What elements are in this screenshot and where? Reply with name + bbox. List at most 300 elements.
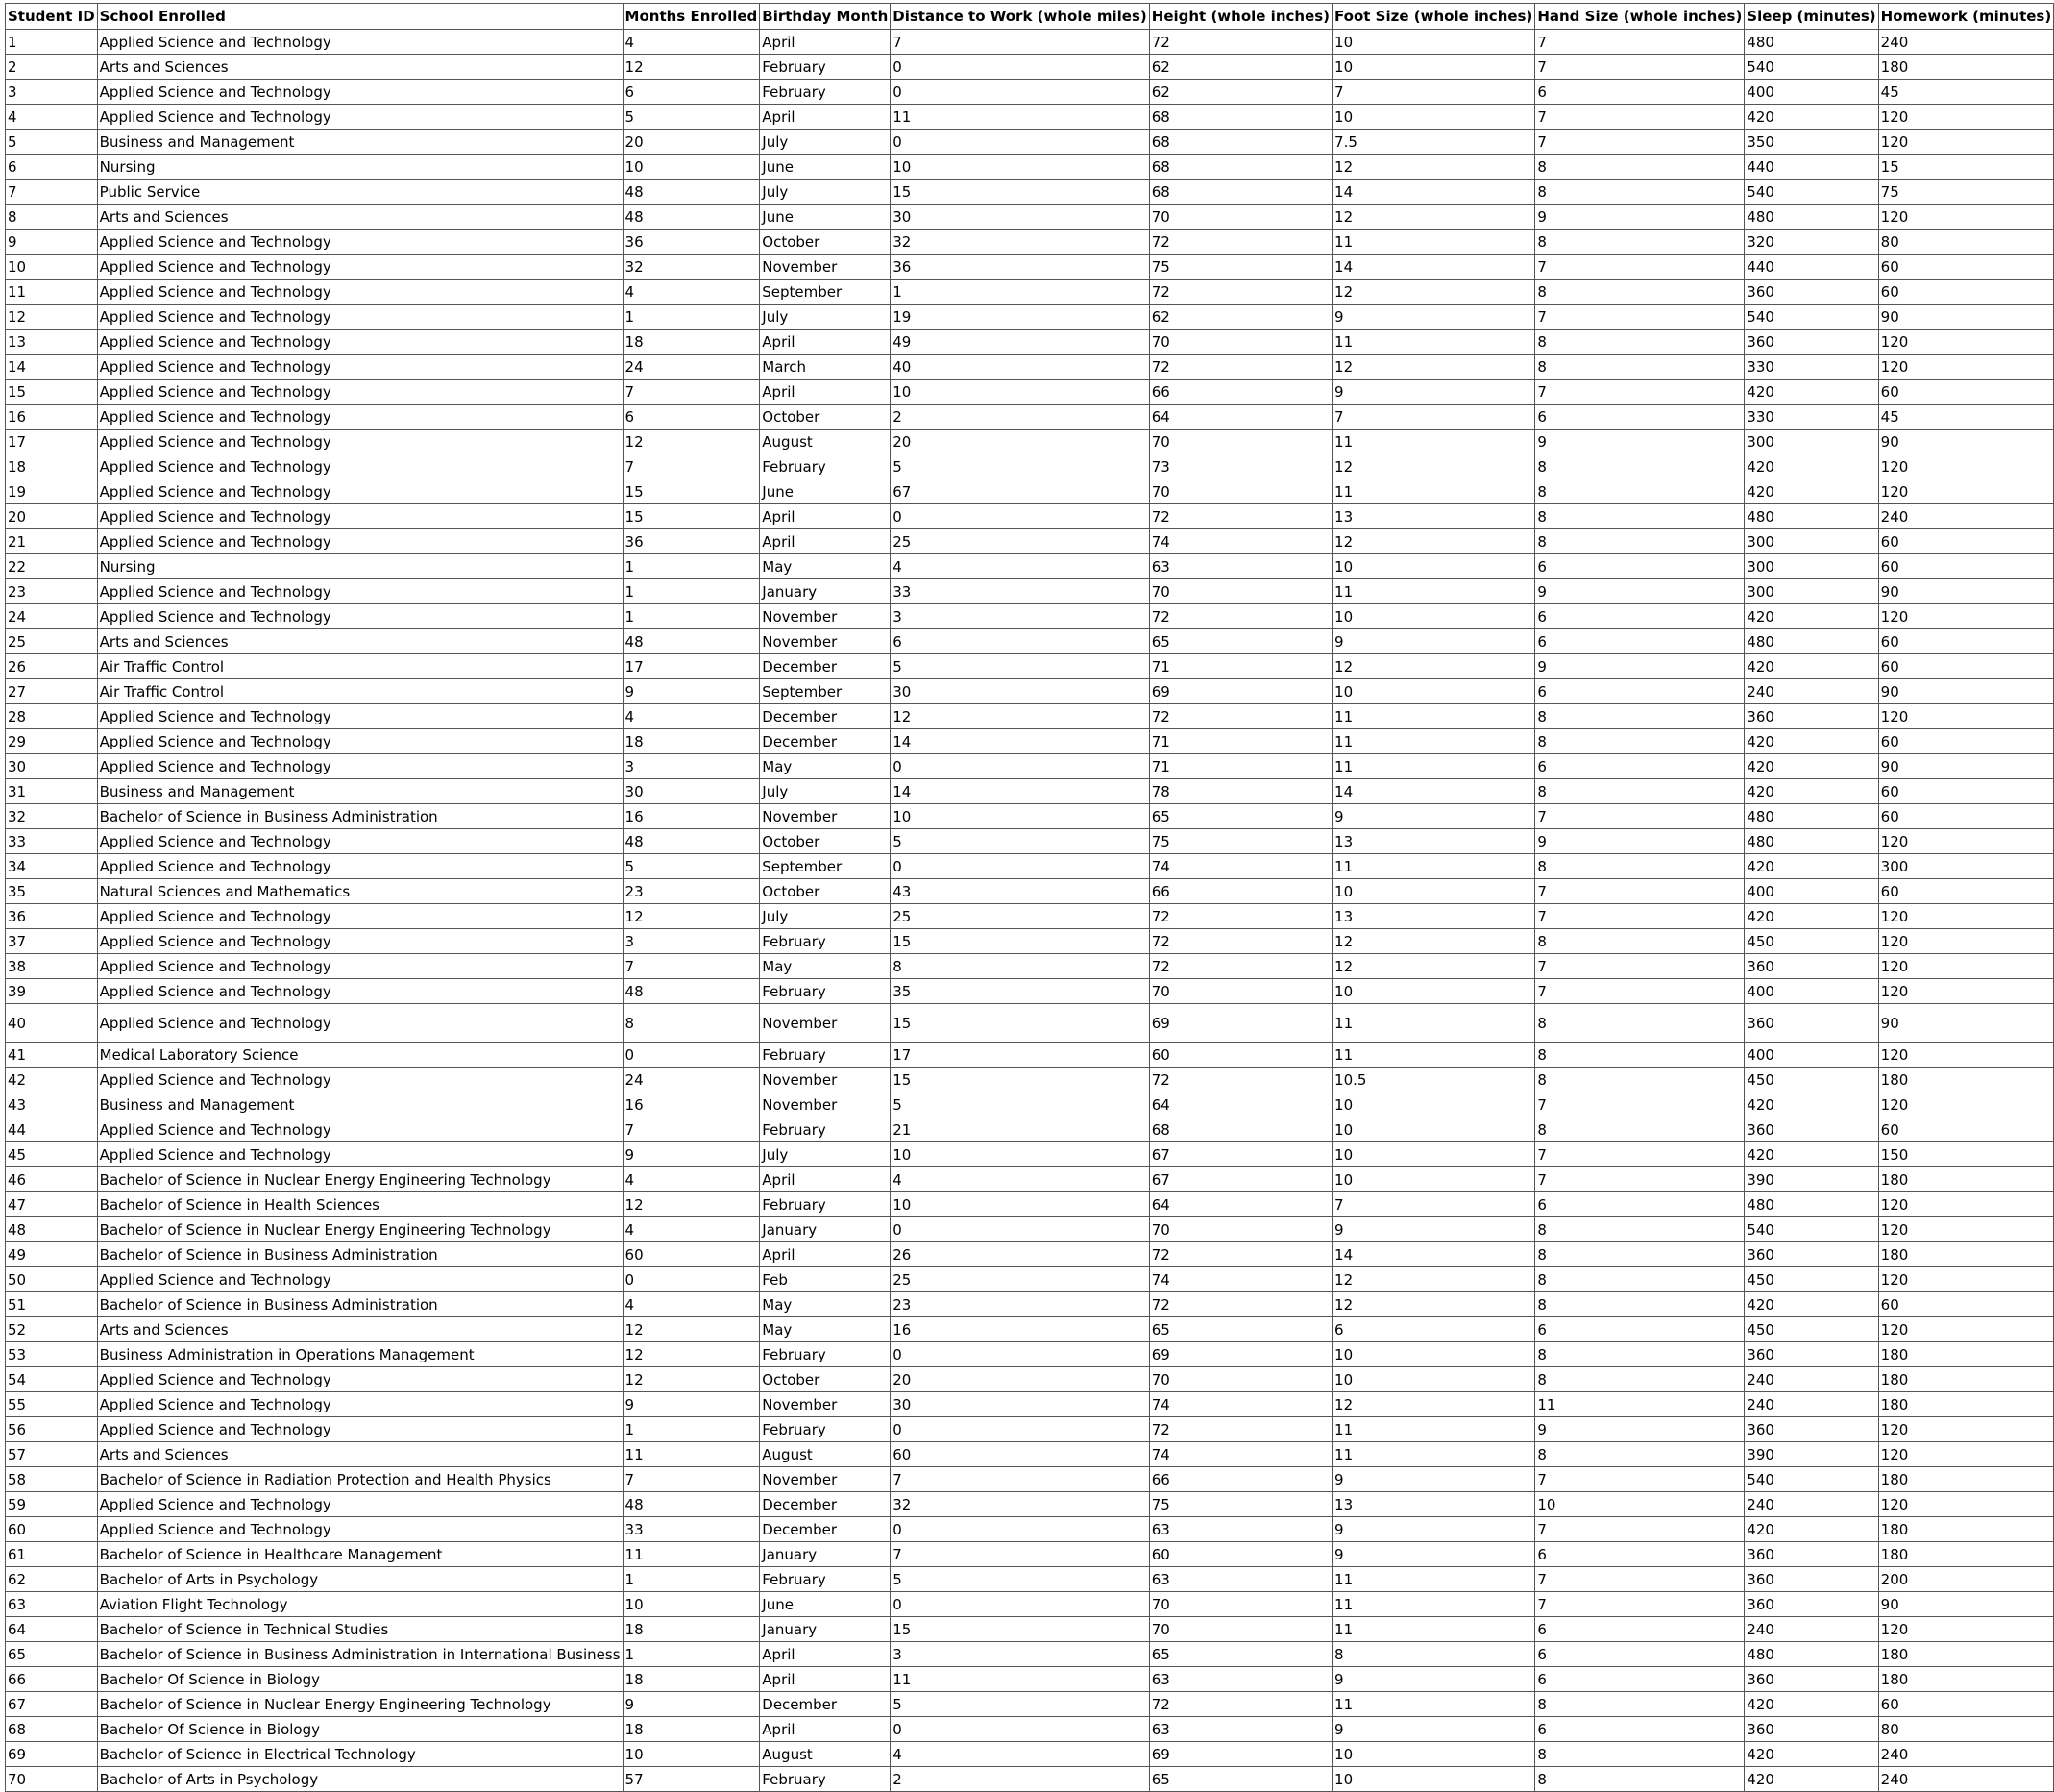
- cell-school-enrolled: Bachelor of Science in Technical Studies: [97, 1617, 623, 1642]
- table-row: [6, 1392, 2054, 1417]
- cell-birthday-month: October: [760, 829, 891, 854]
- cell-sleep: 360: [1745, 1117, 1878, 1142]
- cell-distance-to-work: 5: [891, 1567, 1150, 1592]
- cell-foot-size: 12: [1333, 929, 1535, 954]
- cell-months-enrolled: 4: [623, 1167, 760, 1192]
- cell-foot-size: 9: [1333, 380, 1535, 405]
- cell-school-enrolled: Applied Science and Technology: [97, 330, 623, 355]
- cell-school-enrolled: Applied Science and Technology: [97, 430, 623, 454]
- table-row: [6, 1217, 2054, 1242]
- cell-school-enrolled: Business and Management: [97, 130, 623, 155]
- cell-sleep: 360: [1745, 330, 1878, 355]
- cell-foot-size: 11: [1333, 1567, 1535, 1592]
- cell-months-enrolled: 24: [623, 355, 760, 380]
- cell-hand-size: 8: [1535, 854, 1745, 879]
- cell-school-enrolled: Bachelor of Science in Business Administration: [97, 1292, 623, 1317]
- cell-student-id: 19: [6, 479, 98, 504]
- cell-birthday-month: August: [760, 1442, 891, 1467]
- cell-sleep: 360: [1745, 704, 1878, 729]
- cell-sleep: 360: [1745, 1542, 1878, 1567]
- cell-birthday-month: February: [760, 1417, 891, 1442]
- table-row: [6, 380, 2054, 405]
- cell-months-enrolled: 1: [623, 1417, 760, 1442]
- cell-foot-size: 11: [1333, 1004, 1535, 1043]
- cell-birthday-month: April: [760, 330, 891, 355]
- cell-months-enrolled: 7: [623, 454, 760, 479]
- cell-months-enrolled: 12: [623, 1192, 760, 1217]
- cell-distance-to-work: 3: [891, 604, 1150, 629]
- header-row: [6, 4, 2054, 30]
- cell-student-id: 53: [6, 1342, 98, 1367]
- cell-birthday-month: June: [760, 479, 891, 504]
- cell-distance-to-work: 25: [891, 1267, 1150, 1292]
- cell-birthday-month: June: [760, 205, 891, 230]
- cell-student-id: 56: [6, 1417, 98, 1442]
- cell-birthday-month: September: [760, 280, 891, 305]
- table-row: [6, 1004, 2054, 1043]
- cell-foot-size: 12: [1333, 1267, 1535, 1292]
- column-header-distance-to-work: Distance to Work (whole miles): [891, 4, 1150, 30]
- cell-months-enrolled: 0: [623, 1267, 760, 1292]
- cell-birthday-month: July: [760, 130, 891, 155]
- cell-height: 67: [1149, 1167, 1332, 1192]
- cell-sleep: 540: [1745, 55, 1878, 80]
- cell-homework: 120: [1878, 330, 2054, 355]
- cell-birthday-month: February: [760, 80, 891, 105]
- cell-hand-size: 7: [1535, 55, 1745, 80]
- column-header-months-enrolled: Months Enrolled: [623, 4, 760, 30]
- cell-school-enrolled: Applied Science and Technology: [97, 105, 623, 130]
- cell-months-enrolled: 15: [623, 504, 760, 529]
- cell-hand-size: 8: [1535, 155, 1745, 180]
- cell-birthday-month: December: [760, 729, 891, 754]
- cell-birthday-month: February: [760, 1342, 891, 1367]
- cell-sleep: 420: [1745, 479, 1878, 504]
- cell-school-enrolled: Bachelor of Arts in Psychology: [97, 1567, 623, 1592]
- cell-homework: 120: [1878, 454, 2054, 479]
- cell-sleep: 450: [1745, 929, 1878, 954]
- cell-homework: 180: [1878, 1342, 2054, 1367]
- table-row: [6, 1667, 2054, 1692]
- cell-school-enrolled: Bachelor of Science in Nuclear Energy Engineering Technology: [97, 1217, 623, 1242]
- cell-sleep: 360: [1745, 1242, 1878, 1267]
- cell-school-enrolled: Aviation Flight Technology: [97, 1592, 623, 1617]
- cell-homework: 60: [1878, 1292, 2054, 1317]
- cell-height: 62: [1149, 305, 1332, 330]
- column-header-birthday-month: Birthday Month: [760, 4, 891, 30]
- table-row: [6, 1442, 2054, 1467]
- cell-hand-size: 8: [1535, 704, 1745, 729]
- cell-foot-size: 6: [1333, 1317, 1535, 1342]
- cell-school-enrolled: Applied Science and Technology: [97, 979, 623, 1004]
- cell-homework: 120: [1878, 1492, 2054, 1517]
- cell-school-enrolled: Applied Science and Technology: [97, 454, 623, 479]
- cell-height: 64: [1149, 1092, 1332, 1117]
- table-row: [6, 1417, 2054, 1442]
- cell-school-enrolled: Bachelor of Science in Health Sciences: [97, 1192, 623, 1217]
- table-row: [6, 1542, 2054, 1567]
- cell-hand-size: 11: [1535, 1392, 1745, 1417]
- cell-hand-size: 8: [1535, 929, 1745, 954]
- cell-homework: 120: [1878, 479, 2054, 504]
- cell-school-enrolled: Applied Science and Technology: [97, 504, 623, 529]
- cell-hand-size: 7: [1535, 1142, 1745, 1167]
- cell-student-id: 8: [6, 205, 98, 230]
- cell-student-id: 40: [6, 1004, 98, 1043]
- cell-months-enrolled: 18: [623, 729, 760, 754]
- cell-height: 71: [1149, 654, 1332, 679]
- cell-sleep: 400: [1745, 979, 1878, 1004]
- cell-months-enrolled: 48: [623, 629, 760, 654]
- cell-sleep: 420: [1745, 380, 1878, 405]
- cell-birthday-month: February: [760, 1767, 891, 1792]
- cell-height: 67: [1149, 1142, 1332, 1167]
- cell-school-enrolled: Applied Science and Technology: [97, 604, 623, 629]
- cell-school-enrolled: Applied Science and Technology: [97, 1068, 623, 1092]
- cell-school-enrolled: Air Traffic Control: [97, 679, 623, 704]
- cell-homework: 120: [1878, 1417, 2054, 1442]
- cell-homework: 120: [1878, 105, 2054, 130]
- cell-birthday-month: April: [760, 1642, 891, 1667]
- cell-distance-to-work: 14: [891, 779, 1150, 804]
- cell-homework: 180: [1878, 1392, 2054, 1417]
- cell-height: 69: [1149, 1004, 1332, 1043]
- cell-sleep: 420: [1745, 779, 1878, 804]
- cell-height: 65: [1149, 629, 1332, 654]
- table-row: [6, 1517, 2054, 1542]
- table-row: [6, 1292, 2054, 1317]
- cell-birthday-month: April: [760, 504, 891, 529]
- cell-homework: 60: [1878, 380, 2054, 405]
- cell-distance-to-work: 4: [891, 1742, 1150, 1767]
- cell-student-id: 10: [6, 255, 98, 280]
- cell-hand-size: 6: [1535, 679, 1745, 704]
- cell-foot-size: 9: [1333, 1667, 1535, 1692]
- cell-height: 70: [1149, 1217, 1332, 1242]
- cell-distance-to-work: 5: [891, 1092, 1150, 1117]
- cell-months-enrolled: 15: [623, 479, 760, 504]
- cell-foot-size: 12: [1333, 205, 1535, 230]
- cell-height: 75: [1149, 829, 1332, 854]
- cell-height: 68: [1149, 180, 1332, 205]
- cell-foot-size: 13: [1333, 504, 1535, 529]
- cell-homework: 300: [1878, 854, 2054, 879]
- cell-height: 71: [1149, 754, 1332, 779]
- cell-school-enrolled: Bachelor of Science in Business Administration in International Business: [97, 1642, 623, 1667]
- cell-birthday-month: December: [760, 1692, 891, 1717]
- cell-foot-size: 10: [1333, 1117, 1535, 1142]
- cell-hand-size: 8: [1535, 1692, 1745, 1717]
- cell-student-id: 67: [6, 1692, 98, 1717]
- cell-months-enrolled: 0: [623, 1043, 760, 1068]
- cell-height: 68: [1149, 155, 1332, 180]
- table-row: [6, 1767, 2054, 1792]
- cell-school-enrolled: Medical Laboratory Science: [97, 1043, 623, 1068]
- cell-foot-size: 7.5: [1333, 130, 1535, 155]
- cell-student-id: 36: [6, 904, 98, 929]
- cell-hand-size: 6: [1535, 629, 1745, 654]
- cell-hand-size: 9: [1535, 205, 1745, 230]
- cell-student-id: 16: [6, 405, 98, 430]
- cell-months-enrolled: 4: [623, 704, 760, 729]
- cell-homework: 120: [1878, 1092, 2054, 1117]
- cell-hand-size: 9: [1535, 829, 1745, 854]
- cell-distance-to-work: 35: [891, 979, 1150, 1004]
- cell-months-enrolled: 48: [623, 979, 760, 1004]
- cell-months-enrolled: 7: [623, 1117, 760, 1142]
- cell-height: 63: [1149, 1717, 1332, 1742]
- cell-birthday-month: December: [760, 654, 891, 679]
- cell-sleep: 450: [1745, 1068, 1878, 1092]
- cell-birthday-month: July: [760, 180, 891, 205]
- cell-sleep: 540: [1745, 1467, 1878, 1492]
- cell-distance-to-work: 30: [891, 679, 1150, 704]
- cell-school-enrolled: Applied Science and Technology: [97, 230, 623, 255]
- cell-student-id: 11: [6, 280, 98, 305]
- cell-hand-size: 7: [1535, 804, 1745, 829]
- cell-student-id: 12: [6, 305, 98, 330]
- cell-foot-size: 10: [1333, 604, 1535, 629]
- cell-sleep: 420: [1745, 1742, 1878, 1767]
- cell-distance-to-work: 2: [891, 1767, 1150, 1792]
- cell-school-enrolled: Applied Science and Technology: [97, 579, 623, 604]
- table-row: [6, 105, 2054, 130]
- cell-distance-to-work: 0: [891, 1517, 1150, 1542]
- cell-months-enrolled: 12: [623, 430, 760, 454]
- cell-hand-size: 6: [1535, 1667, 1745, 1692]
- cell-student-id: 42: [6, 1068, 98, 1092]
- cell-distance-to-work: 0: [891, 1217, 1150, 1242]
- cell-distance-to-work: 2: [891, 405, 1150, 430]
- cell-foot-size: 10: [1333, 1092, 1535, 1117]
- cell-foot-size: 11: [1333, 230, 1535, 255]
- cell-distance-to-work: 0: [891, 1417, 1150, 1442]
- cell-months-enrolled: 20: [623, 130, 760, 155]
- cell-height: 70: [1149, 205, 1332, 230]
- cell-school-enrolled: Applied Science and Technology: [97, 754, 623, 779]
- cell-months-enrolled: 4: [623, 30, 760, 55]
- cell-homework: 180: [1878, 1517, 2054, 1542]
- cell-height: 75: [1149, 1492, 1332, 1517]
- cell-distance-to-work: 16: [891, 1317, 1150, 1342]
- cell-homework: 60: [1878, 729, 2054, 754]
- cell-school-enrolled: Bachelor of Science in Electrical Technology: [97, 1742, 623, 1767]
- cell-sleep: 330: [1745, 355, 1878, 380]
- cell-height: 72: [1149, 355, 1332, 380]
- cell-foot-size: 11: [1333, 729, 1535, 754]
- cell-student-id: 25: [6, 629, 98, 654]
- cell-months-enrolled: 10: [623, 1742, 760, 1767]
- cell-homework: 150: [1878, 1142, 2054, 1167]
- cell-height: 66: [1149, 879, 1332, 904]
- cell-months-enrolled: 3: [623, 754, 760, 779]
- cell-hand-size: 6: [1535, 1542, 1745, 1567]
- cell-foot-size: 9: [1333, 629, 1535, 654]
- cell-student-id: 26: [6, 654, 98, 679]
- cell-foot-size: 7: [1333, 405, 1535, 430]
- cell-hand-size: 8: [1535, 1217, 1745, 1242]
- cell-months-enrolled: 48: [623, 1492, 760, 1517]
- table-row: [6, 1742, 2054, 1767]
- cell-months-enrolled: 12: [623, 1342, 760, 1367]
- table-row: [6, 804, 2054, 829]
- cell-school-enrolled: Applied Science and Technology: [97, 1117, 623, 1142]
- cell-student-id: 48: [6, 1217, 98, 1242]
- cell-homework: 90: [1878, 754, 2054, 779]
- cell-birthday-month: August: [760, 430, 891, 454]
- cell-sleep: 540: [1745, 305, 1878, 330]
- column-header-school-enrolled: School Enrolled: [97, 4, 623, 30]
- cell-foot-size: 7: [1333, 1192, 1535, 1217]
- column-header-student-id: Student ID: [6, 4, 98, 30]
- cell-months-enrolled: 32: [623, 255, 760, 280]
- cell-distance-to-work: 3: [891, 1642, 1150, 1667]
- cell-sleep: 440: [1745, 155, 1878, 180]
- cell-homework: 60: [1878, 529, 2054, 554]
- cell-hand-size: 8: [1535, 779, 1745, 804]
- cell-months-enrolled: 6: [623, 405, 760, 430]
- cell-sleep: 440: [1745, 255, 1878, 280]
- cell-homework: 180: [1878, 1167, 2054, 1192]
- cell-sleep: 450: [1745, 1267, 1878, 1292]
- cell-foot-size: 11: [1333, 1592, 1535, 1617]
- cell-distance-to-work: 40: [891, 355, 1150, 380]
- cell-sleep: 300: [1745, 430, 1878, 454]
- table-row: [6, 1043, 2054, 1068]
- cell-homework: 120: [1878, 130, 2054, 155]
- cell-homework: 120: [1878, 604, 2054, 629]
- table-row: [6, 929, 2054, 954]
- cell-height: 72: [1149, 504, 1332, 529]
- table-row: [6, 1692, 2054, 1717]
- student-data-table: [5, 3, 2054, 1792]
- cell-birthday-month: November: [760, 804, 891, 829]
- cell-height: 72: [1149, 1068, 1332, 1092]
- table-row: [6, 1068, 2054, 1092]
- cell-sleep: 360: [1745, 1342, 1878, 1367]
- table-row: [6, 1092, 2054, 1117]
- cell-student-id: 23: [6, 579, 98, 604]
- cell-foot-size: 7: [1333, 80, 1535, 105]
- cell-height: 74: [1149, 854, 1332, 879]
- cell-months-enrolled: 16: [623, 1092, 760, 1117]
- table-row: [6, 654, 2054, 679]
- cell-months-enrolled: 17: [623, 654, 760, 679]
- cell-months-enrolled: 18: [623, 1717, 760, 1742]
- cell-sleep: 360: [1745, 954, 1878, 979]
- cell-homework: 60: [1878, 804, 2054, 829]
- table-row: [6, 1642, 2054, 1667]
- cell-hand-size: 8: [1535, 1442, 1745, 1467]
- cell-homework: 120: [1878, 355, 2054, 380]
- cell-height: 72: [1149, 929, 1332, 954]
- cell-hand-size: 7: [1535, 904, 1745, 929]
- cell-foot-size: 10: [1333, 30, 1535, 55]
- cell-school-enrolled: Air Traffic Control: [97, 654, 623, 679]
- cell-student-id: 27: [6, 679, 98, 704]
- cell-sleep: 420: [1745, 1142, 1878, 1167]
- table-row: [6, 779, 2054, 804]
- cell-school-enrolled: Applied Science and Technology: [97, 1517, 623, 1542]
- cell-homework: 90: [1878, 430, 2054, 454]
- table-row: [6, 479, 2054, 504]
- table-row: [6, 280, 2054, 305]
- cell-homework: 120: [1878, 1043, 2054, 1068]
- cell-months-enrolled: 9: [623, 679, 760, 704]
- cell-homework: 60: [1878, 654, 2054, 679]
- cell-school-enrolled: Applied Science and Technology: [97, 1367, 623, 1392]
- cell-months-enrolled: 12: [623, 1367, 760, 1392]
- cell-homework: 120: [1878, 904, 2054, 929]
- cell-student-id: 33: [6, 829, 98, 854]
- cell-hand-size: 8: [1535, 1004, 1745, 1043]
- cell-birthday-month: November: [760, 629, 891, 654]
- cell-height: 74: [1149, 1392, 1332, 1417]
- table-row: [6, 754, 2054, 779]
- cell-homework: 60: [1878, 280, 2054, 305]
- cell-homework: 240: [1878, 1767, 2054, 1792]
- cell-sleep: 450: [1745, 1317, 1878, 1342]
- table-row: [6, 255, 2054, 280]
- cell-hand-size: 8: [1535, 1742, 1745, 1767]
- cell-distance-to-work: 32: [891, 230, 1150, 255]
- cell-birthday-month: February: [760, 1043, 891, 1068]
- cell-homework: 120: [1878, 1217, 2054, 1242]
- cell-distance-to-work: 17: [891, 1043, 1150, 1068]
- cell-distance-to-work: 0: [891, 1342, 1150, 1367]
- cell-hand-size: 10: [1535, 1492, 1745, 1517]
- cell-school-enrolled: Applied Science and Technology: [97, 829, 623, 854]
- cell-months-enrolled: 33: [623, 1517, 760, 1542]
- cell-months-enrolled: 7: [623, 954, 760, 979]
- cell-sleep: 420: [1745, 1292, 1878, 1317]
- cell-sleep: 480: [1745, 1192, 1878, 1217]
- cell-distance-to-work: 0: [891, 1717, 1150, 1742]
- cell-birthday-month: April: [760, 30, 891, 55]
- cell-hand-size: 6: [1535, 1617, 1745, 1642]
- cell-school-enrolled: Applied Science and Technology: [97, 704, 623, 729]
- cell-months-enrolled: 5: [623, 105, 760, 130]
- cell-school-enrolled: Applied Science and Technology: [97, 30, 623, 55]
- cell-months-enrolled: 1: [623, 554, 760, 579]
- cell-birthday-month: February: [760, 979, 891, 1004]
- cell-foot-size: 11: [1333, 579, 1535, 604]
- cell-distance-to-work: 0: [891, 754, 1150, 779]
- cell-foot-size: 12: [1333, 355, 1535, 380]
- cell-homework: 75: [1878, 180, 2054, 205]
- cell-distance-to-work: 0: [891, 80, 1150, 105]
- cell-school-enrolled: Business and Management: [97, 1092, 623, 1117]
- cell-sleep: 330: [1745, 405, 1878, 430]
- table-row: [6, 1317, 2054, 1342]
- cell-student-id: 69: [6, 1742, 98, 1767]
- cell-school-enrolled: Bachelor of Science in Healthcare Management: [97, 1542, 623, 1567]
- table-body: [6, 30, 2054, 1792]
- table-row: [6, 330, 2054, 355]
- cell-height: 70: [1149, 1367, 1332, 1392]
- cell-months-enrolled: 9: [623, 1392, 760, 1417]
- cell-foot-size: 11: [1333, 1617, 1535, 1642]
- cell-distance-to-work: 12: [891, 704, 1150, 729]
- cell-homework: 60: [1878, 779, 2054, 804]
- cell-homework: 180: [1878, 1642, 2054, 1667]
- cell-foot-size: 10: [1333, 879, 1535, 904]
- cell-sleep: 480: [1745, 1642, 1878, 1667]
- cell-sleep: 360: [1745, 1667, 1878, 1692]
- cell-hand-size: 9: [1535, 579, 1745, 604]
- cell-height: 72: [1149, 280, 1332, 305]
- table-row: [6, 405, 2054, 430]
